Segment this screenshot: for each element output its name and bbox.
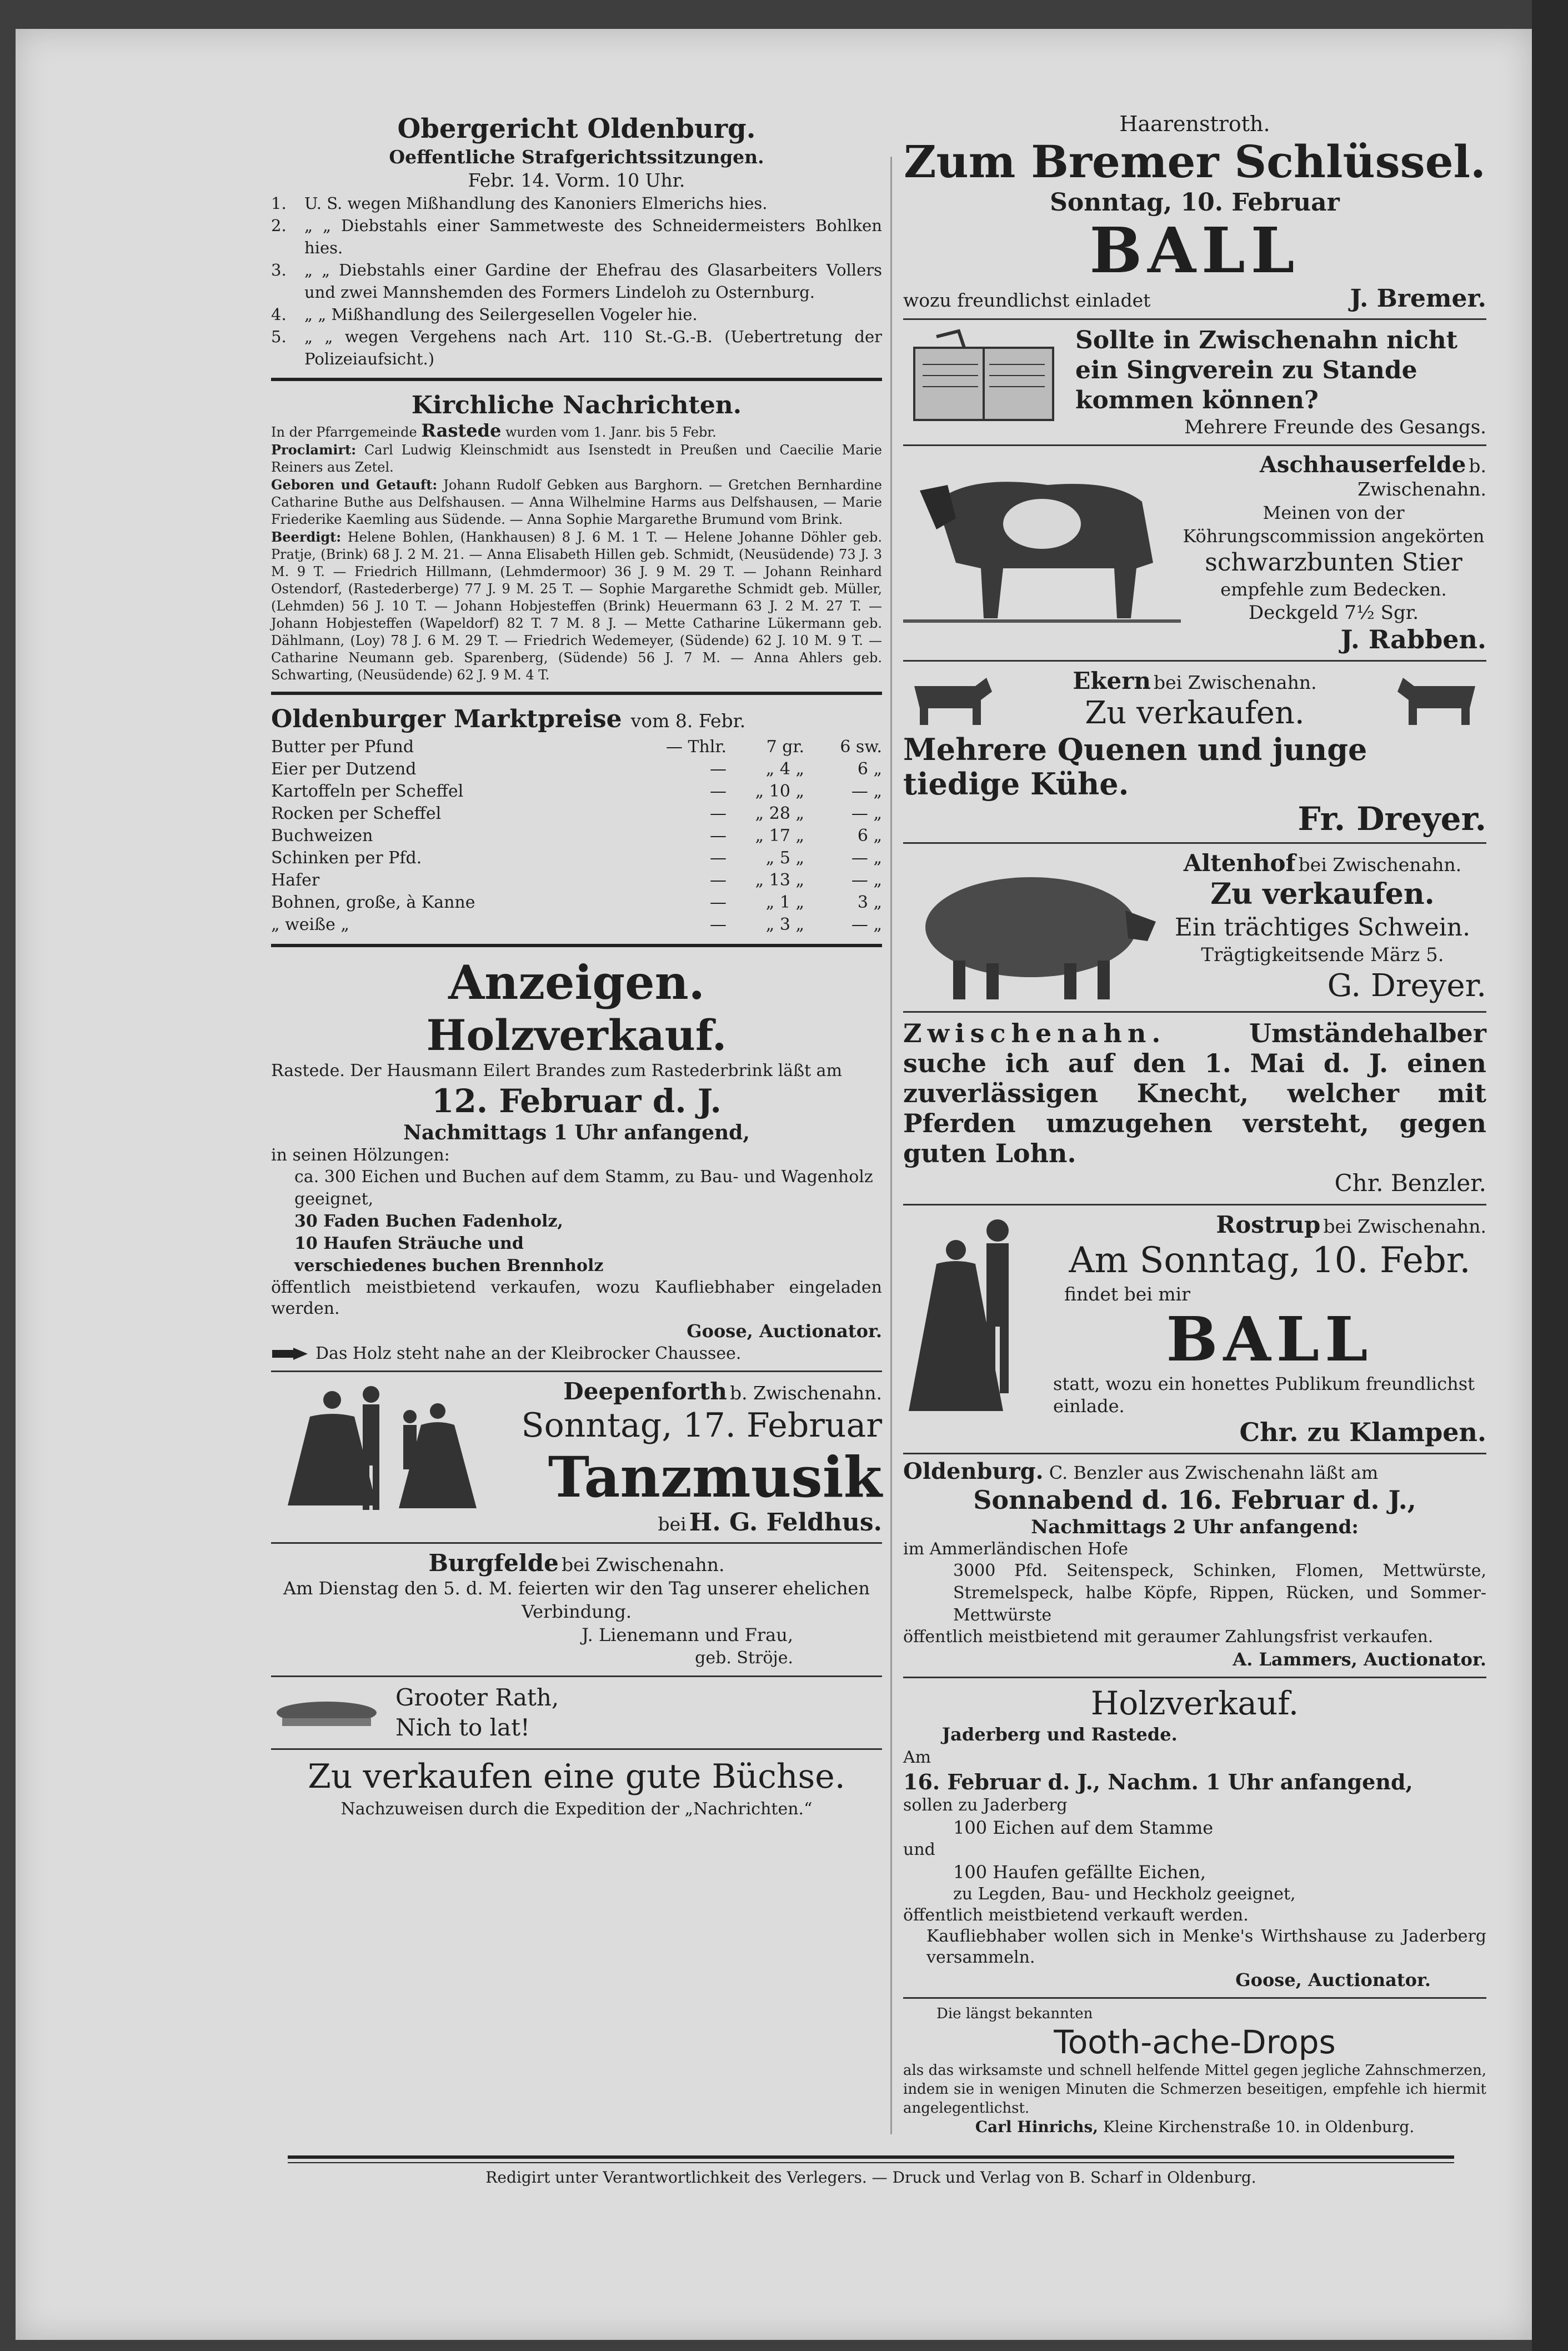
rostrup-text: statt, wozu ein honettes Publikum freundlichst einlade. — [1053, 1373, 1475, 1417]
lammers-where: im Ammerländischen Hofe — [903, 1539, 1129, 1559]
column-rule — [890, 157, 892, 2134]
market-row: Eier per Dutzend — „ 4 „ 6 „ — [271, 759, 882, 779]
rostrup-date: Am Sonntag, 10. Febr. — [1069, 1240, 1471, 1281]
grooter-ad — [271, 1683, 882, 1743]
wedding-place: Burgfelde — [428, 1549, 559, 1577]
drops-pre: Die längst bekannten — [936, 2005, 1093, 2022]
pig-title: Zu verkaufen. — [1210, 877, 1435, 911]
grooter-line2: Nich to lat! — [395, 1714, 530, 1741]
pig-place: Altenhof — [1183, 849, 1296, 877]
pig-illustration — [903, 849, 1159, 1005]
dance-ad — [271, 1378, 882, 1537]
court-notice — [271, 112, 882, 370]
holz2-signer: Goose, Auctionator. — [1235, 1969, 1431, 1990]
wedding-text: Am Dienstag den 5. d. M. feierten wir den Tag unserer ehelichen Verbindung. — [283, 1578, 870, 1622]
holz2-und: und — [903, 1840, 935, 1859]
drops-address: Kleine Kirchenstraße 10. in Oldenburg. — [1103, 2118, 1415, 2136]
holz2-line1: 100 Eichen auf dem Stamme — [953, 1817, 1214, 1838]
gun-note: Nachzuweisen durch die Expedition der „Nachrichten.“ — [340, 1799, 813, 1819]
pig-near: bei Zwischenahn. — [1298, 854, 1462, 876]
lammers-items: 3000 Pfd. Seitenspeck, Schinken, Flomen, Mettwürste, Stremelspeck, halbe Köpfe, Rippen, Rücken, und Sommer-Mettwürste — [953, 1561, 1486, 1625]
church-news — [271, 389, 882, 684]
market-date: vom 8. Febr. — [630, 710, 746, 732]
divider — [903, 318, 1486, 320]
choir-signed: Mehrere Freunde des Gesangs. — [1184, 416, 1486, 438]
lammers-place: Oldenburg. — [903, 1458, 1044, 1484]
grooter-line1: Grooter Rath, — [395, 1684, 559, 1711]
drops-seller: Carl Hinrichs, — [975, 2118, 1099, 2136]
cows-ad — [903, 667, 1486, 837]
lammers-date: Sonnabend d. 16. Februar d. J., — [973, 1485, 1416, 1515]
drops-ad — [903, 2004, 1486, 2136]
holz2-line3: zu Legden, Bau- und Heckholz geeignet, — [953, 1884, 1296, 1904]
lammers-time: Nachmittags 2 Uhr anfangend: — [1031, 1516, 1359, 1538]
holz1-heading: Holzverkauf. — [426, 1011, 727, 1060]
market-row: Hafer — „ 13 „ — „ — [271, 871, 882, 890]
bull-text2: schwarzbunten Stier — [1205, 548, 1462, 577]
divider — [903, 1453, 1486, 1454]
holz1-signer: Goose, Auctionator. — [687, 1320, 882, 1342]
choir-text: Sollte in Zwischenahn nicht ein Singverein zu Stande kommen können? — [1075, 326, 1458, 414]
cows-near: bei Zwischenahn. — [1154, 672, 1317, 693]
bull-text1: Meinen von der Köhrungscommission angekörten — [1183, 502, 1485, 547]
servant-host: Chr. Benzler. — [1334, 1169, 1486, 1197]
wedding-near: bei Zwischenahn. — [561, 1554, 725, 1575]
rostrup-host: Chr. zu Klampen. — [1239, 1417, 1486, 1447]
book-edge — [1532, 0, 1568, 2351]
court-item: 5. „ „ wegen Vergehens nach Art. 110 St.-G.-B. (Uebertretung der Polizeiaufsicht.) — [271, 327, 882, 368]
bull-ad — [903, 452, 1486, 654]
holz2-sollen: sollen zu Jaderberg — [903, 1795, 1068, 1815]
bull-near: b. Zwischenahn. — [1357, 455, 1486, 500]
market-heading: Oldenburger Marktpreise — [271, 705, 622, 733]
court-item: 2. „ „ Diebstahls einer Sammetweste des Schneidermeisters Bohlken hies. — [271, 216, 882, 257]
divider — [903, 842, 1486, 844]
bremer-host: J. Bremer. — [1350, 284, 1486, 313]
market-row: Kartoffeln per Scheffel — „ 10 „ — „ — [271, 782, 882, 801]
servant-ad — [903, 1018, 1486, 1198]
market-prices — [271, 703, 882, 936]
divider — [271, 944, 882, 947]
market-row: Rocken per Scheffel — „ 28 „ — „ — [271, 804, 882, 823]
divider — [271, 1748, 882, 1750]
holz-ad-2 — [903, 1684, 1486, 1992]
church-buried: Beerdigt: Helene Bohlen, (Hankhausen) 8 J. 6 M. 1 T. — Helene Johanne Döhler geb. Pratje, (Brink) 68 J. 2 M. 21. — Anna Elisabeth Hillen geb. Schmidt, (Neusüdende) 73 J. 3 M. 9 T. — Friedrich Hillmann, (Lehmdermoor) 36 J. 9 M. 29 T. — Johann Reinhard Ostendorf, (Rastederberge) 77 J. 9 M. 25 T. — Sophie Margarethe Schmidt geb. Müller, (Lehmden) 56 J. 10 T. — Johann Hobjesteffen (Brink) Heuermann 63 J. 2 M. 27 T. — Johann Hobjesteffen (Wapeldorf) 82 T. 7 M. 8 J. — Mette Catharine Lükermann geb. Dählmann, (Loy) 78 J. 6 M. 29 T. — Friedrich Wedemeyer, (Südende) 62 J. 10 M. 9 T. — Catharine Neumann geb. Sparenberg, (Südende) 56 J. 7 M. — Anna Ahlers geb. Schwarting, (Neusüdende) 62 J. 9 M. 4 T. — [271, 529, 882, 683]
holz2-date: 16. Februar d. J., Nachm. 1 Uhr anfangend, — [903, 1769, 1413, 1794]
dancing-couple-illustration — [271, 1378, 504, 1517]
footer-imprint: Redigirt unter Verantwortlichkeit des Verlegers. — Druck und Verlag von B. Scharf in Oldenburg. — [485, 2168, 1256, 2187]
rostrup-place: Rostrup — [1216, 1211, 1321, 1238]
market-row: Buchweizen — „ 17 „ 6 „ — [271, 826, 882, 846]
drops-title: Tooth-ache-Drops — [1054, 2023, 1336, 2061]
cow-right-illustration — [1392, 669, 1486, 731]
rostrup-event: BALL — [1166, 1303, 1374, 1375]
pointing-hand-icon — [271, 1347, 310, 1361]
cows-text: Mehrere Quenen und junge tiedige Kühe. — [903, 732, 1367, 802]
dance-date: Sonntag, 17. Februar — [521, 1406, 882, 1445]
bremer-name: Zum Bremer Schlüssel. — [904, 136, 1486, 188]
holz2-am: Am — [903, 1748, 931, 1767]
footer — [288, 2155, 1454, 2189]
ads-heading: Anzeigen. — [448, 955, 705, 1010]
dance-host-line: bei H. G. Feldhus. — [658, 1508, 882, 1537]
holz1-intro: Rastede. Der Hausmann Eilert Brandes zum Rastederbrink läßt am — [271, 1061, 843, 1081]
bremer-date: Sonntag, 10. Februar — [1050, 188, 1340, 217]
market-row: „ weiße „ — „ 3 „ — „ — [271, 915, 882, 934]
rostrup-pre: findet bei mir — [1064, 1283, 1190, 1305]
pig-due: Trägtigkeitsende März 5. — [1201, 944, 1444, 966]
holz2-heading: Holzverkauf. — [1090, 1684, 1299, 1722]
wedding-notice — [271, 1549, 882, 1670]
divider — [903, 1997, 1486, 1999]
cow-left-illustration — [903, 669, 998, 731]
lammers-closing: öffentlich meistbietend mit geraumer Zahlungsfrist verkaufen. — [903, 1627, 1434, 1647]
bremer-invite: wozu freundlichst einladet — [903, 289, 1151, 311]
holz1-date: 12. Februar d. J. — [432, 1082, 722, 1120]
left-column — [271, 112, 882, 1821]
divider — [271, 1542, 882, 1544]
sausage-illustration — [271, 1688, 382, 1738]
bremer-ad — [903, 112, 1486, 313]
dance-place-line: Deepenforth b. Zwischenahn. — [563, 1378, 882, 1405]
holz-ad-1 — [271, 1011, 882, 1365]
dance-title: Tanzmusik — [548, 1444, 882, 1510]
footer-rule — [288, 2155, 1454, 2163]
holz1-closing: öffentlich meistbietend verkaufen, wozu Kaufliebhaber eingeladen werden. — [271, 1278, 882, 1318]
wedding-signed2: geb. Ströje. — [695, 1648, 793, 1668]
divider — [903, 1677, 1486, 1678]
choir-ad — [903, 326, 1486, 439]
bull-fee: Deckgeld 7½ Sgr. — [1248, 602, 1419, 624]
market-row: Bohnen, große, à Kanne — „ 1 „ 3 „ — [271, 893, 882, 912]
newspaper-page — [16, 29, 1532, 2340]
lammers-signer: A. Lammers, Auctionator. — [1233, 1649, 1486, 1670]
gun-heading: Zu verkaufen eine gute Büchse. — [308, 1757, 845, 1796]
divider — [903, 1204, 1486, 1205]
servant-place: Zwischenahn. — [903, 1018, 1166, 1048]
cows-title: Zu verkaufen. — [1085, 695, 1305, 731]
bremer-place: Haarenstroth. — [1119, 112, 1270, 136]
holz2-closing: öffentlich meistbietend verkauft werden. — [903, 1905, 1249, 1925]
church-heading: Kirchliche Nachrichten. — [411, 391, 742, 419]
holz2-place: Jaderberg und Rastede. — [942, 1724, 1178, 1745]
holz2-line2: 100 Haufen gefällte Eichen, — [953, 1862, 1206, 1883]
pig-host: G. Dreyer. — [1327, 968, 1486, 1004]
gun-ad — [271, 1755, 882, 1821]
church-intro: In der Pfarrgemeinde Rastede wurden vom 1. Janr. bis 5 Febr. — [271, 420, 717, 441]
holz2-meet: Kaufliebhaber wollen sich in Menke's Wirthshause zu Jaderberg versammeln. — [926, 1927, 1486, 1967]
rostrup-near: bei Zwischenahn. — [1323, 1215, 1486, 1237]
holz1-note: Das Holz steht nahe an der Kleibrocker Chaussee. — [271, 1343, 882, 1365]
bremer-event: BALL — [1089, 214, 1300, 287]
church-proclaimed: Proclamirt: Carl Ludwig Kleinschmidt aus Isenstedt in Preußen und Caecilie Marie Reiners aus Zetel. — [271, 442, 882, 475]
pig-text: Ein trächtiges Schwein. — [1174, 913, 1471, 942]
lammers-intro: C. Benzler aus Zwischenahn läßt am — [1049, 1462, 1379, 1483]
pig-ad — [903, 849, 1486, 1006]
wedding-signed: J. Lienemann und Frau, — [582, 1624, 793, 1645]
market-row: Butter per Pfund — Thlr. 7 gr. 6 sw. — [271, 737, 882, 757]
holz1-where: in seinen Hölzungen: — [271, 1146, 450, 1165]
church-born: Geboren und Getauft: Johann Rudolf Gebken aus Barghorn. — Gretchen Bernhardine Catharine Buthe aus Delfshausen. — Anna Wilhelmine Harms aus Delfshausen, — Marie Friederike Kaemling aus Südende. — Anna Sophie Margarethe Brumund vom Brink. — [271, 477, 882, 527]
right-column — [903, 112, 1486, 2136]
cows-place: Ekern — [1073, 667, 1151, 694]
divider — [271, 378, 882, 381]
market-row: Schinken per Pfd. — „ 5 „ — „ — [271, 848, 882, 868]
bull-text3: empfehle zum Bedecken. — [1220, 579, 1447, 600]
servant-text: Umständehalber suche ich auf den 1. Mai d. J. einen zuverlässigen Knecht, welcher mit Pferden umzugehen versteht, gegen guten Lohn. — [903, 1018, 1486, 1168]
divider — [271, 1370, 882, 1372]
court-item: 3. „ „ Diebstahls einer Gardine der Ehefrau des Glasarbeiters Vollers und zwei Mannshemden des Formers Lindeloh zu Osternburg. — [271, 261, 882, 302]
divider — [903, 1011, 1486, 1013]
bull-illustration — [903, 452, 1181, 629]
court-heading: Obergericht Oldenburg. — [397, 113, 756, 144]
rostrup-ad — [903, 1211, 1486, 1447]
divider — [271, 692, 882, 695]
court-date: Febr. 14. Vorm. 10 Uhr. — [468, 169, 685, 191]
cows-host: Fr. Dreyer. — [1298, 800, 1486, 838]
music-book-illustration — [903, 326, 1070, 431]
bull-host: J. Rabben. — [1340, 624, 1486, 654]
bull-place: Aschhauserfelde — [1259, 452, 1466, 478]
divider — [271, 1675, 882, 1677]
court-subheading: Oeffentliche Strafgerichtssitzungen. — [389, 146, 764, 168]
court-item: 1. U. S. wegen Mißhandlung des Kanoniers Elmerichs hies. — [271, 194, 768, 213]
court-item: 4. „ „ Mißhandlung des Seilergesellen Vogeler hie. — [271, 305, 698, 324]
divider — [903, 660, 1486, 662]
drops-text: als das wirksamste und schnell helfende Mittel gegen jegliche Zahnschmerzen, indem sie in wenigen Minuten die Schmerzen beseitigen, empfehle ich hiermit angelegentlichst. — [903, 2062, 1486, 2117]
lammers-ad — [903, 1460, 1486, 1671]
holz1-list: ca. 300 Eichen und Buchen auf dem Stamm, zu Bau- und Wagenholz geeignet, 30 Faden Buchen Fadenholz, 10 Haufen Sträuche und verschiedenes buchen Brennholz — [294, 1167, 873, 1275]
holz1-time: Nachmittags 1 Uhr anfangend, — [403, 1121, 750, 1144]
dancing-couple-illustration — [903, 1211, 1053, 1433]
divider — [903, 444, 1486, 446]
